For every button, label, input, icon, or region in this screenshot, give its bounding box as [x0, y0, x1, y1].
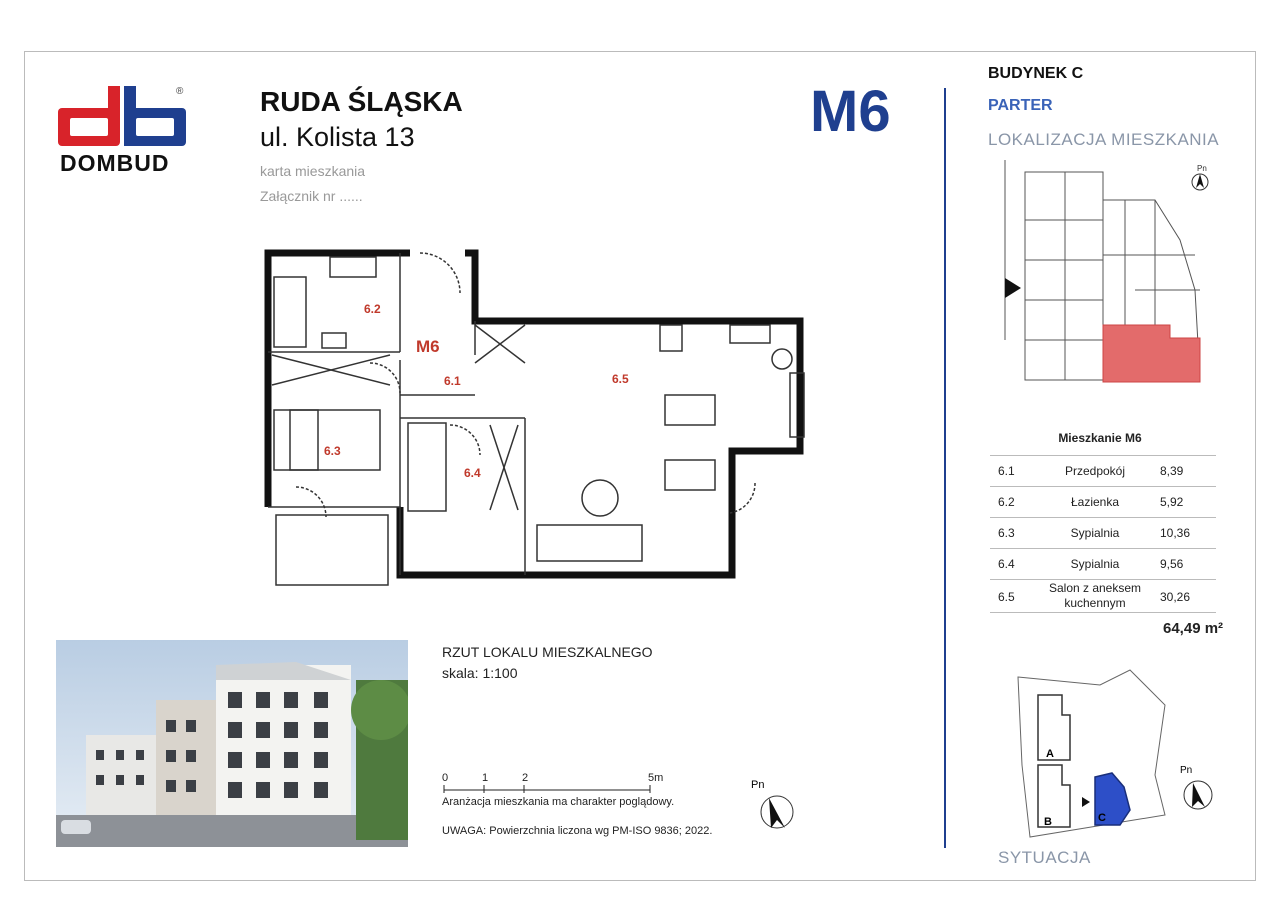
svg-text:C: C	[1098, 812, 1106, 824]
plan-title: RZUT LOKALU MIESZKALNEGO	[442, 644, 653, 660]
registered-mark: ®	[176, 86, 184, 97]
building-b	[1038, 765, 1070, 827]
room-label-6-2: 6.2	[364, 302, 381, 316]
scale-tick-label: 2	[522, 772, 529, 784]
arrangement-note: Aranżacja mieszkania ma charakter poglądowy.	[442, 796, 675, 808]
svg-text:A: A	[1046, 748, 1054, 760]
room-label-6-3: 6.3	[324, 444, 341, 458]
scale-tick-label: 5m	[648, 772, 664, 784]
room-label-6-1: 6.1	[444, 374, 461, 388]
table-title: Mieszkanie M6	[1058, 431, 1142, 445]
table-row: 6.5 Salon z aneksem kuchennym 30,26	[990, 580, 1216, 613]
plan-north-arrow-icon	[745, 770, 805, 835]
document-subtitle: karta mieszkania	[260, 163, 366, 179]
entrance-arrow-icon	[1082, 797, 1090, 807]
area-note: UWAGA: Powierzchnia liczona wg PM-ISO 9836; 2022.	[442, 825, 713, 837]
building-label: BUDYNEK C	[988, 65, 1084, 82]
city-title: RUDA ŚLĄSKA	[260, 86, 463, 117]
floor-plan	[260, 245, 830, 595]
table-row: 6.2 Łazienka 5,92	[990, 487, 1216, 518]
apartment-label: M6	[416, 337, 440, 356]
building-rendering	[56, 640, 408, 847]
svg-text:Pn: Pn	[751, 779, 765, 791]
svg-text:B: B	[1044, 816, 1052, 828]
location-plan	[995, 160, 1215, 400]
scale-tick-label: 0	[442, 772, 449, 784]
floor-label: PARTER	[988, 97, 1053, 114]
street-address: ul. Kolista 13	[260, 122, 415, 152]
attachment-label: Załącznik nr ......	[260, 188, 363, 204]
plan-scale: skala: 1:100	[442, 665, 518, 681]
svg-text:Pn: Pn	[1180, 765, 1193, 776]
situation-title: SYTUACJA	[998, 848, 1091, 867]
entrance-arrow-icon	[1005, 278, 1021, 298]
north-label: Pn	[1197, 164, 1207, 173]
dombud-logo-icon	[58, 86, 188, 148]
brand-name: DOMBUD	[60, 150, 170, 176]
highlighted-apartment	[1103, 325, 1200, 382]
building-a	[1038, 695, 1070, 760]
situation-map	[1000, 665, 1225, 845]
divider-line	[944, 88, 946, 848]
room-label-6-4: 6.4	[464, 466, 481, 480]
table-row: 6.1 Przedpokój 8,39	[990, 456, 1216, 487]
table-row: 6.3 Sypialnia 10,36	[990, 518, 1216, 549]
table-row: 6.4 Sypialnia 9,56	[990, 549, 1216, 580]
room-label-6-5: 6.5	[612, 372, 629, 386]
apartment-code: M6	[810, 79, 891, 144]
scale-bar	[442, 785, 672, 795]
scale-tick-label: 1	[482, 772, 489, 784]
total-area: 64,49 m²	[1163, 620, 1224, 637]
location-title: LOKALIZACJA MIESZKANIA	[988, 130, 1220, 149]
